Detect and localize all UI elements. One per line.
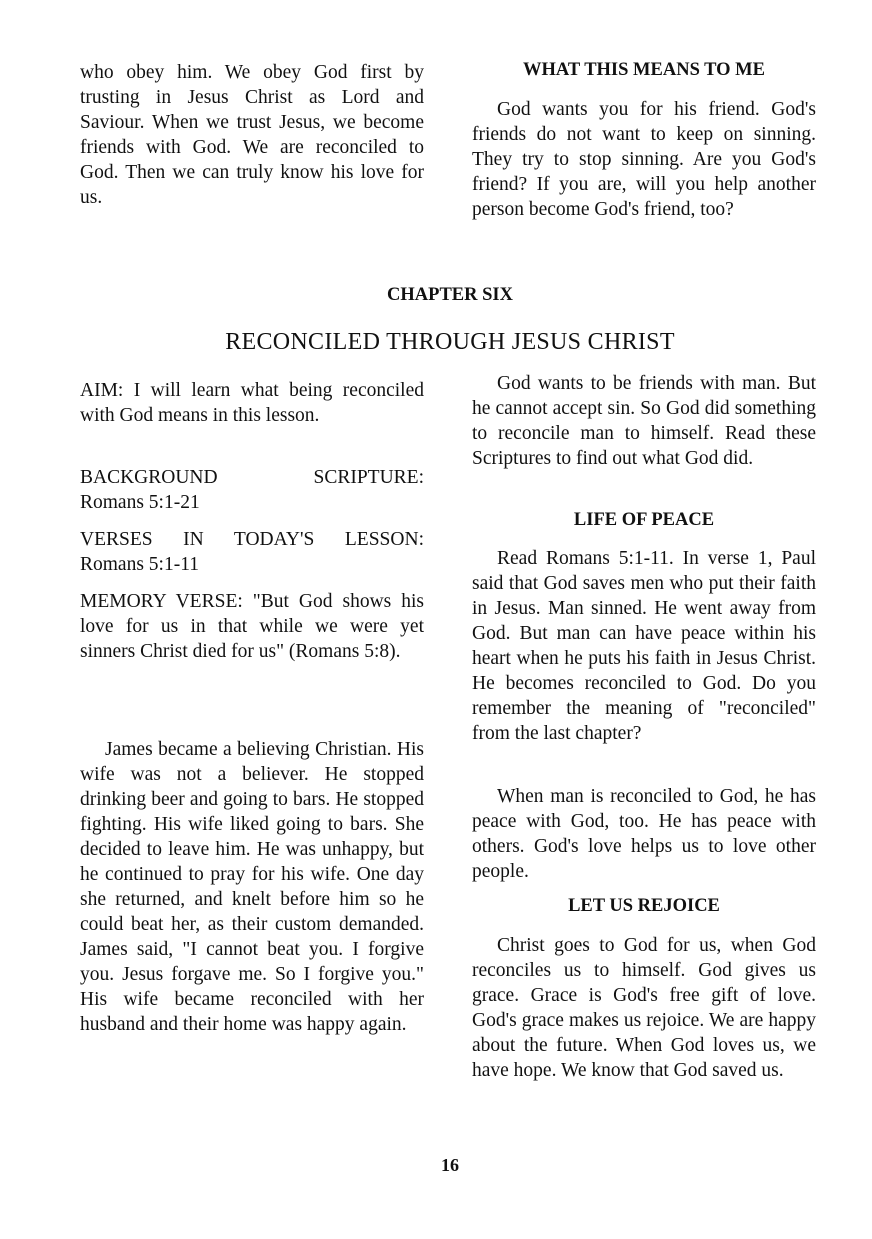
background-scripture-label: BACKGROUND SCRIPTURE: — [80, 467, 424, 488]
background-scripture-ref: Romans 5:1-21 — [80, 492, 200, 513]
chapter-label: CHAPTER SIX — [387, 285, 513, 305]
verses-ref: Romans 5:1-11 — [80, 554, 199, 575]
life-of-peace-paragraph-1: Read Romans 5:1-11. In verse 1, Paul said that God saves men who put their faith in Jesus. Man sinned. He went away from God. But man can have peace within his heart when he puts his faith in Jesus Christ. He becomes reconciled to God. Do you remember the meaning of "reconciled" from the last chapter? — [472, 548, 816, 744]
top-left-paragraph: who obey him. We obey God first by trusting in Jesus Christ as Lord and Saviour. When we trust Jesus, we become friends with God. We are reconciled to God. Then we can truly know his love for us. — [80, 62, 424, 208]
memory-verse: MEMORY VERSE: "But God shows his love for us in that while we were yet sinners Christ died for us" (Romans 5:8). — [80, 591, 424, 662]
what-this-means-heading: WHAT THIS MEANS TO ME — [523, 60, 765, 80]
let-us-rejoice-heading: LET US REJOICE — [568, 896, 720, 916]
what-this-means-paragraph: God wants you for his friend. God's friends do not want to keep on sinning. They try to stop sinning. Are you God's friend? If you are, will you help another person become God's friend, too? — [472, 99, 816, 220]
chapter-title: RECONCILED THROUGH JESUS CHRIST — [225, 329, 675, 355]
aim-paragraph: AIM: I will learn what being reconciled with God means in this lesson. — [80, 380, 424, 426]
verses-label: VERSES IN TODAY'S LESSON: — [80, 529, 424, 550]
page-number: 16 — [441, 1155, 459, 1175]
let-us-rejoice-paragraph: Christ goes to God for us, when God reconciles us to himself. God gives us grace. Grace is God's free gift of love. God's grace makes us rejoice. We are happy about the future. When God loves us, we have hope. We know that God saved us. — [472, 935, 816, 1081]
life-of-peace-paragraph-2: When man is reconciled to God, he has peace with God, too. He has peace with others. God's love helps us to love other people. — [472, 786, 816, 882]
james-story: James became a believing Christian. His wife was not a believer. He stopped drinking beer and going to bars. He stopped fighting. His wife liked going to bars. She decided to leave him. He was unhappy, but he continued to pray for his wife. One day she returned, and knelt before him so he could beat her, as their custom demanded. James said, "I cannot beat you. I forgive you. Jesus forgave me. So I forgive you." His wife became reconciled with her husband and their home was happy again. — [80, 739, 424, 1035]
intro-paragraph: God wants to be friends with man. But he cannot accept sin. So God did something to reconcile man to himself. Read these Scriptures to find out what God did. — [472, 373, 816, 469]
life-of-peace-heading: LIFE OF PEACE — [573, 510, 715, 530]
